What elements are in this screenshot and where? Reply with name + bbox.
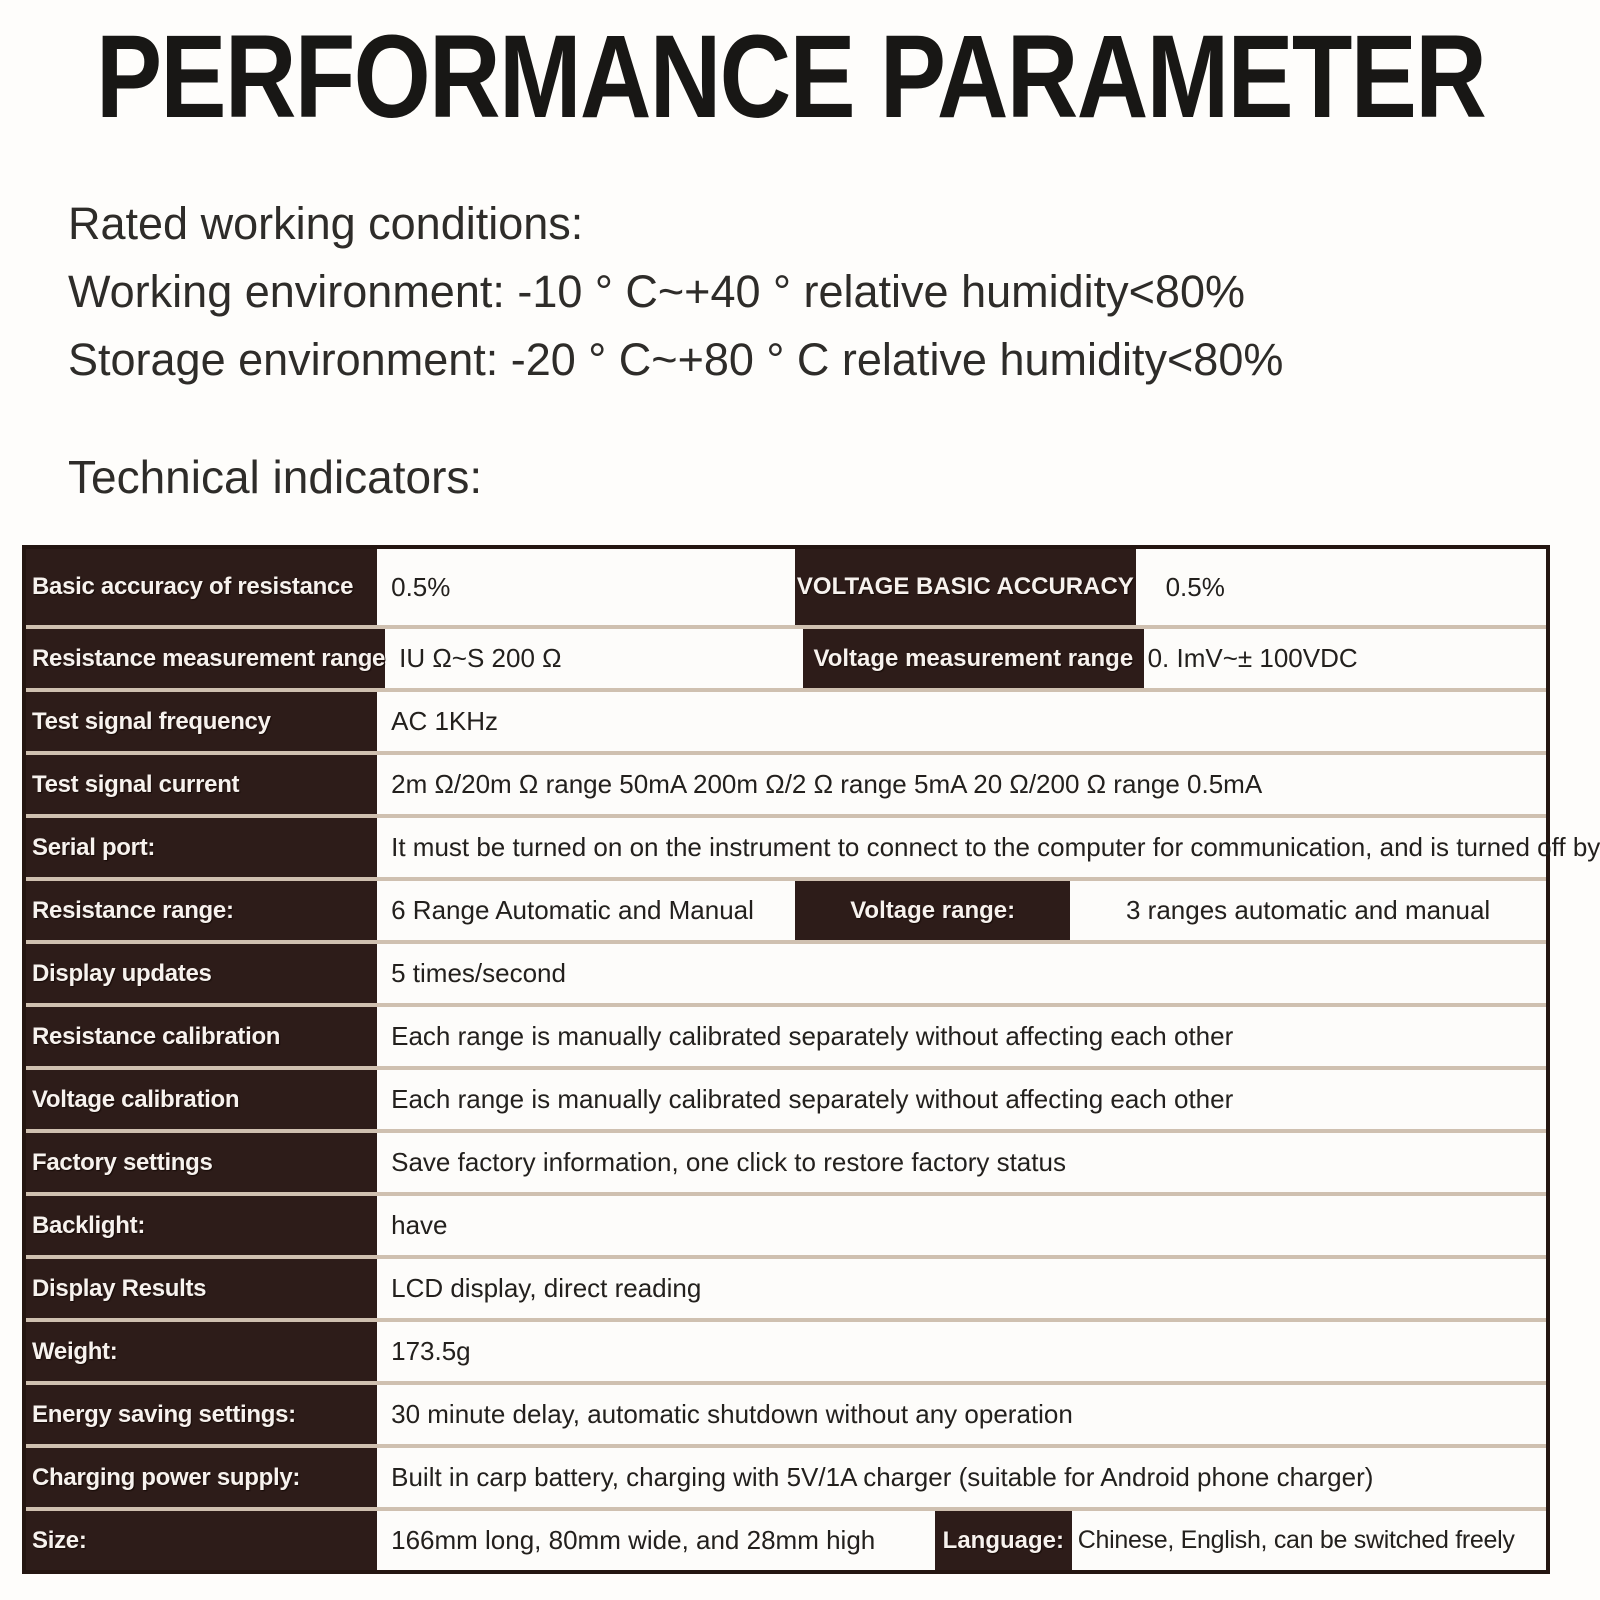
spec-value-cell: 2m Ω/20m Ω range 50mA 200m Ω/2 Ω range 5mA 20 Ω/200 Ω range 0.5mA [391,769,1263,799]
table-row [26,940,1546,1003]
rated-conditions-block [68,190,1283,394]
spec-label-cell: Backlight: [26,1196,377,1255]
spec-label-cell: Weight: [26,1322,377,1381]
table-row [26,1192,1546,1255]
working-environment-line: Working environment: -10 ° C~+40 ° relative humidity<80% [68,266,1245,317]
table-row [26,688,1546,751]
spec-value-cell: 6 Range Automatic and Manual [391,895,754,925]
spec-label-cell: Language: [935,1511,1072,1570]
spec-label-cell: Voltage calibration [26,1070,377,1129]
spec-value-cell: Built in carp battery, charging with 5V/1A charger (suitable for Android phone charger) [391,1462,1374,1492]
spec-label-cell: Basic accuracy of resistance [26,549,377,625]
table-row [26,549,1546,625]
spec-value-cell: Each range is manually calibrated separately without affecting each other [391,1084,1234,1114]
spec-value-cell: 5 times/second [391,958,566,988]
spec-table [22,545,1600,1574]
spec-label-cell: Display updates [26,944,377,1003]
spec-value-cell: Chinese, English, can be switched freely [1077,1526,1515,1554]
spec-label-cell: Test signal frequency [26,692,377,751]
table-row [26,1507,1546,1570]
table-row [26,751,1546,814]
table-row [26,1003,1546,1066]
spec-value-cell: have [391,1210,448,1240]
table-row [26,877,1546,940]
spec-label-cell: Factory settings [26,1133,377,1192]
spec-value-cell: 30 minute delay, automatic shutdown without any operation [391,1399,1073,1429]
table-row [26,625,1546,688]
spec-label-cell: Resistance measurement range [26,629,385,688]
spec-label-cell: Resistance range: [26,881,377,940]
spec-value-cell: 0.5% [391,571,451,602]
table-row [26,1381,1546,1444]
spec-label-cell: Resistance calibration [26,1007,377,1066]
spec-value-cell: Each range is manually calibrated separately without affecting each other [391,1021,1234,1051]
spec-value-cell: 166mm long, 80mm wide, and 28mm high [391,1525,876,1555]
spec-label-cell: Size: [26,1511,377,1570]
spec-label-cell: Voltage range: [795,881,1070,940]
spec-label-cell: VOLTAGE BASIC ACCURACY [795,549,1135,625]
spec-value-cell: LCD display, direct reading [391,1273,702,1303]
spec-value-cell: AC 1KHz [391,706,499,736]
technical-indicators-heading: Technical indicators: [68,451,483,503]
spec-value-cell: 0.5% [1165,571,1225,602]
spec-value-cell: It must be turned on on the instrument to connect to the computer for communication, and is turned off by [391,832,1600,862]
spec-label-cell: Test signal current [26,755,377,814]
page-title: PERFORMANCE PARAMETER [96,11,1486,143]
table-row [26,1318,1546,1381]
spec-label-cell: Charging power supply: [26,1448,377,1507]
table-row [26,1129,1546,1192]
spec-label-cell: Serial port: [26,818,377,877]
table-row [26,1066,1546,1129]
spec-value-cell: 0. ImV~± 100VDC [1147,643,1358,673]
table-row [26,1255,1546,1318]
spec-label-cell: Display Results [26,1259,377,1318]
table-row [26,814,1600,877]
spec-value-cell: 173.5g [391,1336,471,1366]
spec-label-cell: Voltage measurement range [803,629,1143,688]
spec-label-cell: Energy saving settings: [26,1385,377,1444]
storage-environment-line: Storage environment: -20 ° C~+80 ° C relative humidity<80% [68,334,1284,385]
spec-value-cell: Save factory information, one click to restore factory status [391,1147,1066,1177]
table-row [26,1444,1546,1507]
spec-value-cell: IU Ω~S 200 Ω [399,643,562,673]
rated-conditions-heading: Rated working conditions: [68,198,584,249]
spec-value-cell: 3 ranges automatic and manual [1125,895,1491,925]
